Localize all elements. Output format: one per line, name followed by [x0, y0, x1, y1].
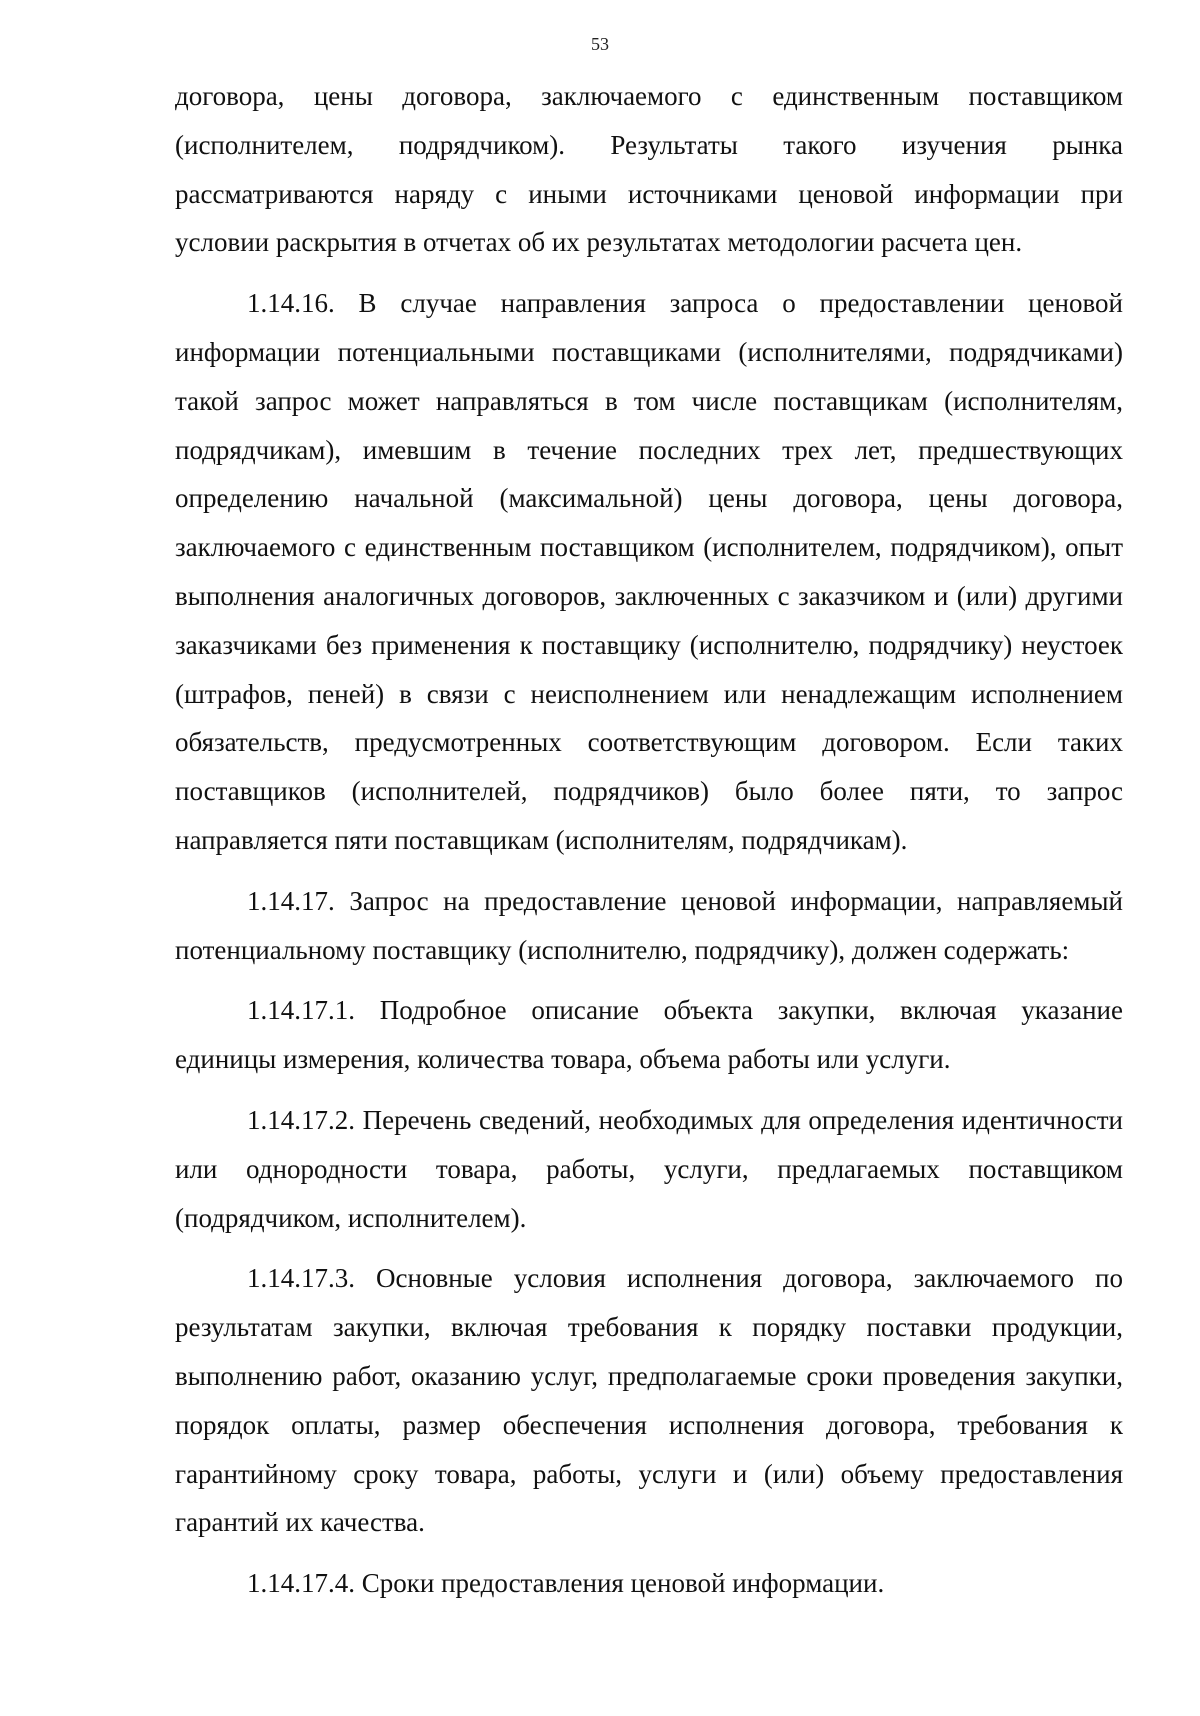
- document-body: [175, 72, 1123, 1608]
- paragraph-1-14-17-3: 1.14.17.3. Основные условия исполнения договора, заключаемого по результатам закупки, включая требования к порядку поставки продукции, выполнению работ, оказанию услуг, предполагаемые сроки проведения закупки, порядок оплаты, размер обеспечения исполнения договора, требования к гарантийному сроку товара, работы, услуги и (или) объему предоставления гарантий их качества.: [175, 1263, 1123, 1538]
- paragraph-1-14-17: 1.14.17. Запрос на предоставление ценовой информации, направляемый потенциальному поставщику (исполнителю, подрядчику), должен содержать:: [175, 885, 1123, 965]
- paragraph-1-14-17-4: 1.14.17.4. Сроки предоставления ценовой информации.: [247, 1568, 885, 1599]
- paragraph-1-14-17-1: 1.14.17.1. Подробное описание объекта закупки, включая указание единицы измерения, количества товара, объема работы или услуги.: [175, 995, 1123, 1075]
- paragraph-1-14-17-2: 1.14.17.2. Перечень сведений, необходимых для определения идентичности или однородности товара, работы, услуги, предлагаемых поставщиком (подрядчиком, исполнителем).: [175, 1104, 1123, 1233]
- page-number: 53: [591, 34, 609, 54]
- paragraph-1-14-16: 1.14.16. В случае направления запроса о предоставлении ценовой информации потенциальными поставщиками (исполнителями, подрядчиками) такой запрос может направляться в том числе поставщикам (исполнителям, подрядчикам), имевшим в течение последних трех лет, предшествующих определению начальной (максимальной) цены договора, цены договора, заключаемого с единственным поставщиком (исполнителем, подрядчиком), опыт выполнения аналогичных договоров, заключенных с заказчиком и (или) другими заказчиками без применения к поставщику (исполнителю, подрядчику) неустоек (штрафов, пеней) в связи с неисполнением или ненадлежащим исполнением обязательств, предусмотренных соответствующим договором. Если таких поставщиков (исполнителей, подрядчиков) было более пяти, то запрос направляется пяти поставщикам (исполнителям, подрядчикам).: [175, 288, 1123, 855]
- paragraph-continuation: договора, цены договора, заключаемого с единственным поставщиком (исполнителем, подрядчиком). Результаты такого изучения рынка рассматриваются наряду с иными источниками ценовой информации при условии раскрытия в отчетах об их результатах методологии расчета цен.: [175, 81, 1123, 258]
